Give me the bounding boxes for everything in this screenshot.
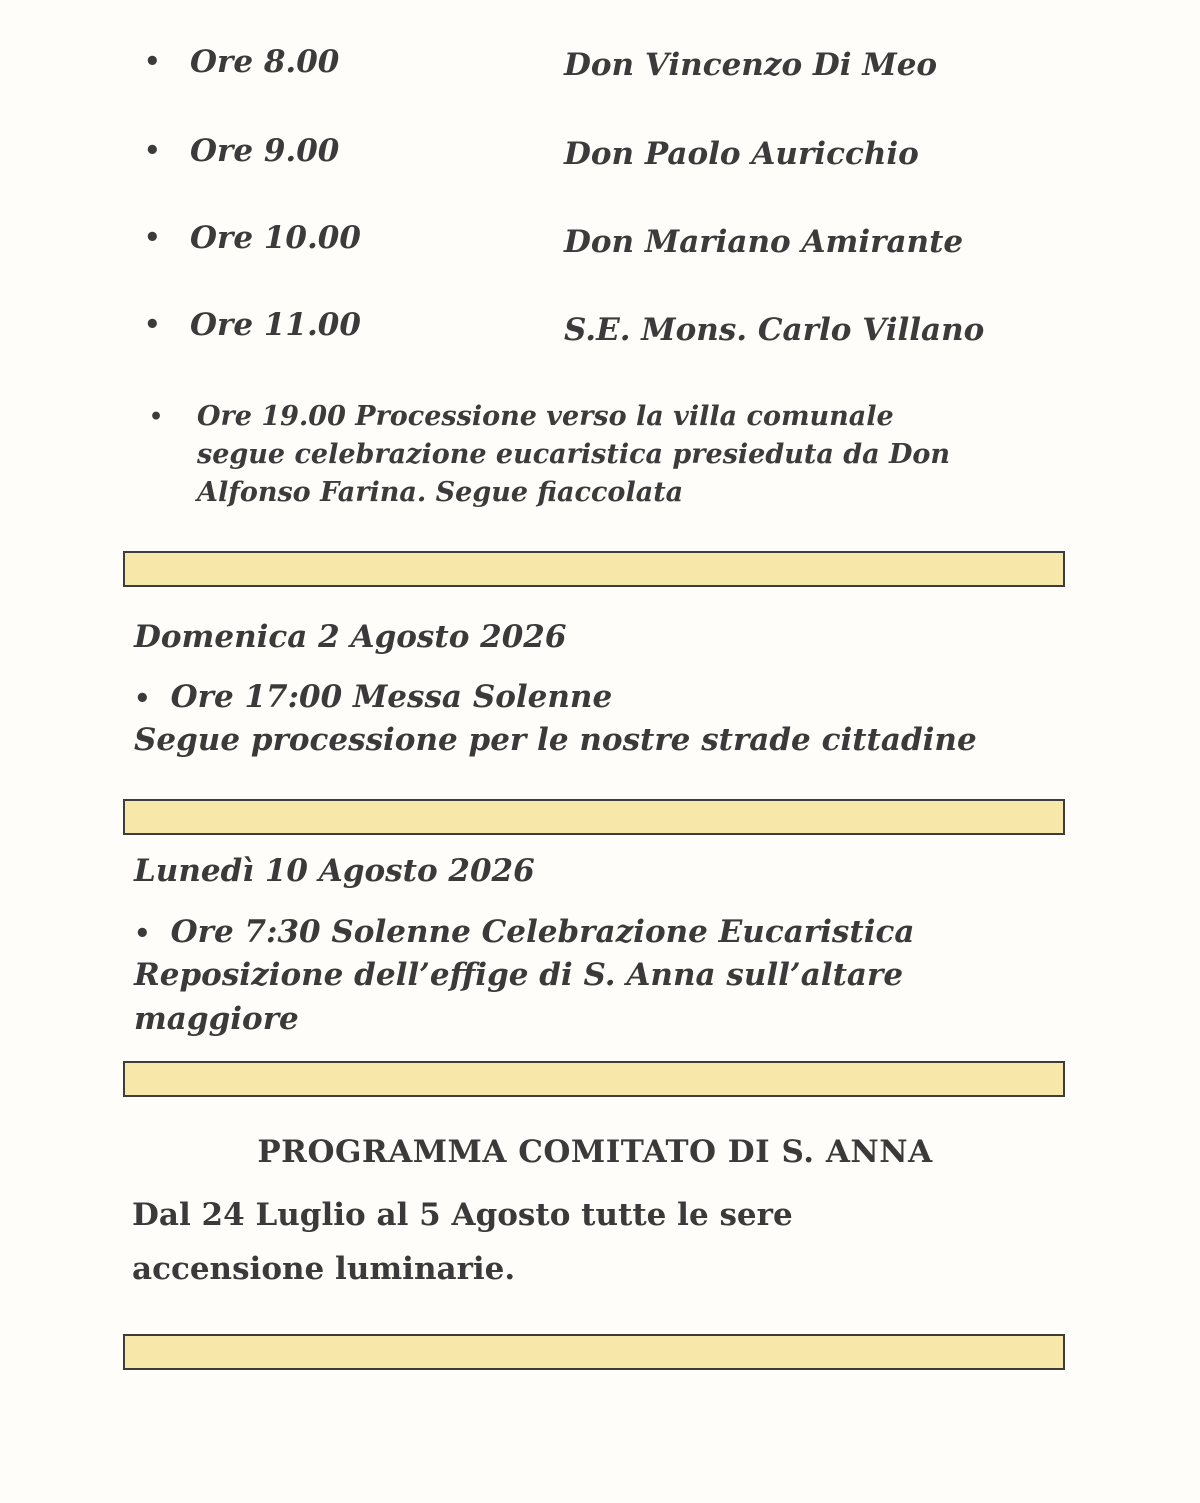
- bullet: •: [144, 47, 161, 77]
- mass-celebrant: S.E. Mons. Carlo Villano: [564, 312, 985, 348]
- mass-celebrant: Don Paolo Auricchio: [564, 136, 919, 172]
- committee-text: Dal 24 Luglio al 5 Agosto tutte le sere: [132, 1197, 793, 1233]
- divider-bar: [123, 551, 1065, 587]
- event-line: [134, 675, 612, 721]
- mass-celebrant: Don Vincenzo Di Meo: [564, 47, 938, 83]
- procession-line: Ore 19.00 Processione verso la villa comunale: [197, 401, 894, 432]
- mass-row: [140, 216, 1140, 260]
- event-text: Ore 7:30 Solenne Celebrazione Eucaristica: [170, 914, 915, 950]
- procession-item: [145, 398, 1105, 512]
- mass-time: Ore 9.00: [190, 133, 340, 169]
- event-line: [134, 910, 914, 956]
- mass-time: Ore 8.00: [190, 44, 340, 80]
- bullet: •: [134, 919, 151, 949]
- bullet: •: [144, 223, 161, 253]
- day-title: Domenica 2 Agosto 2026: [134, 619, 567, 655]
- bullet: •: [144, 310, 161, 340]
- mass-time: Ore 11.00: [190, 307, 361, 343]
- divider-bar: [123, 1061, 1065, 1097]
- procession-line: segue celebrazione eucaristica presieduta da Don: [197, 439, 951, 470]
- mass-row: [140, 40, 1140, 84]
- mass-row: [140, 129, 1140, 173]
- bullet: •: [144, 136, 161, 166]
- mass-time: Ore 10.00: [190, 220, 361, 256]
- committee-text: accensione luminarie.: [132, 1251, 516, 1287]
- committee-title: PROGRAMMA COMITATO DI S. ANNA: [257, 1134, 933, 1170]
- event-line: Segue processione per le nostre strade cittadine: [134, 722, 977, 758]
- mass-row: [140, 303, 1140, 347]
- mass-celebrant: Don Mariano Amirante: [564, 224, 964, 260]
- procession-line: Alfonso Farina. Segue fiaccolata: [197, 477, 684, 508]
- divider-bar: [123, 799, 1065, 835]
- divider-bar: [123, 1334, 1065, 1370]
- event-line: maggiore: [134, 1001, 299, 1037]
- bullet: •: [149, 404, 164, 430]
- day-title: Lunedì 10 Agosto 2026: [134, 853, 535, 889]
- event-line: Reposizione dell’effige di S. Anna sull’altare: [134, 957, 904, 993]
- bullet: •: [134, 684, 151, 714]
- event-text: Ore 17:00 Messa Solenne: [170, 679, 613, 715]
